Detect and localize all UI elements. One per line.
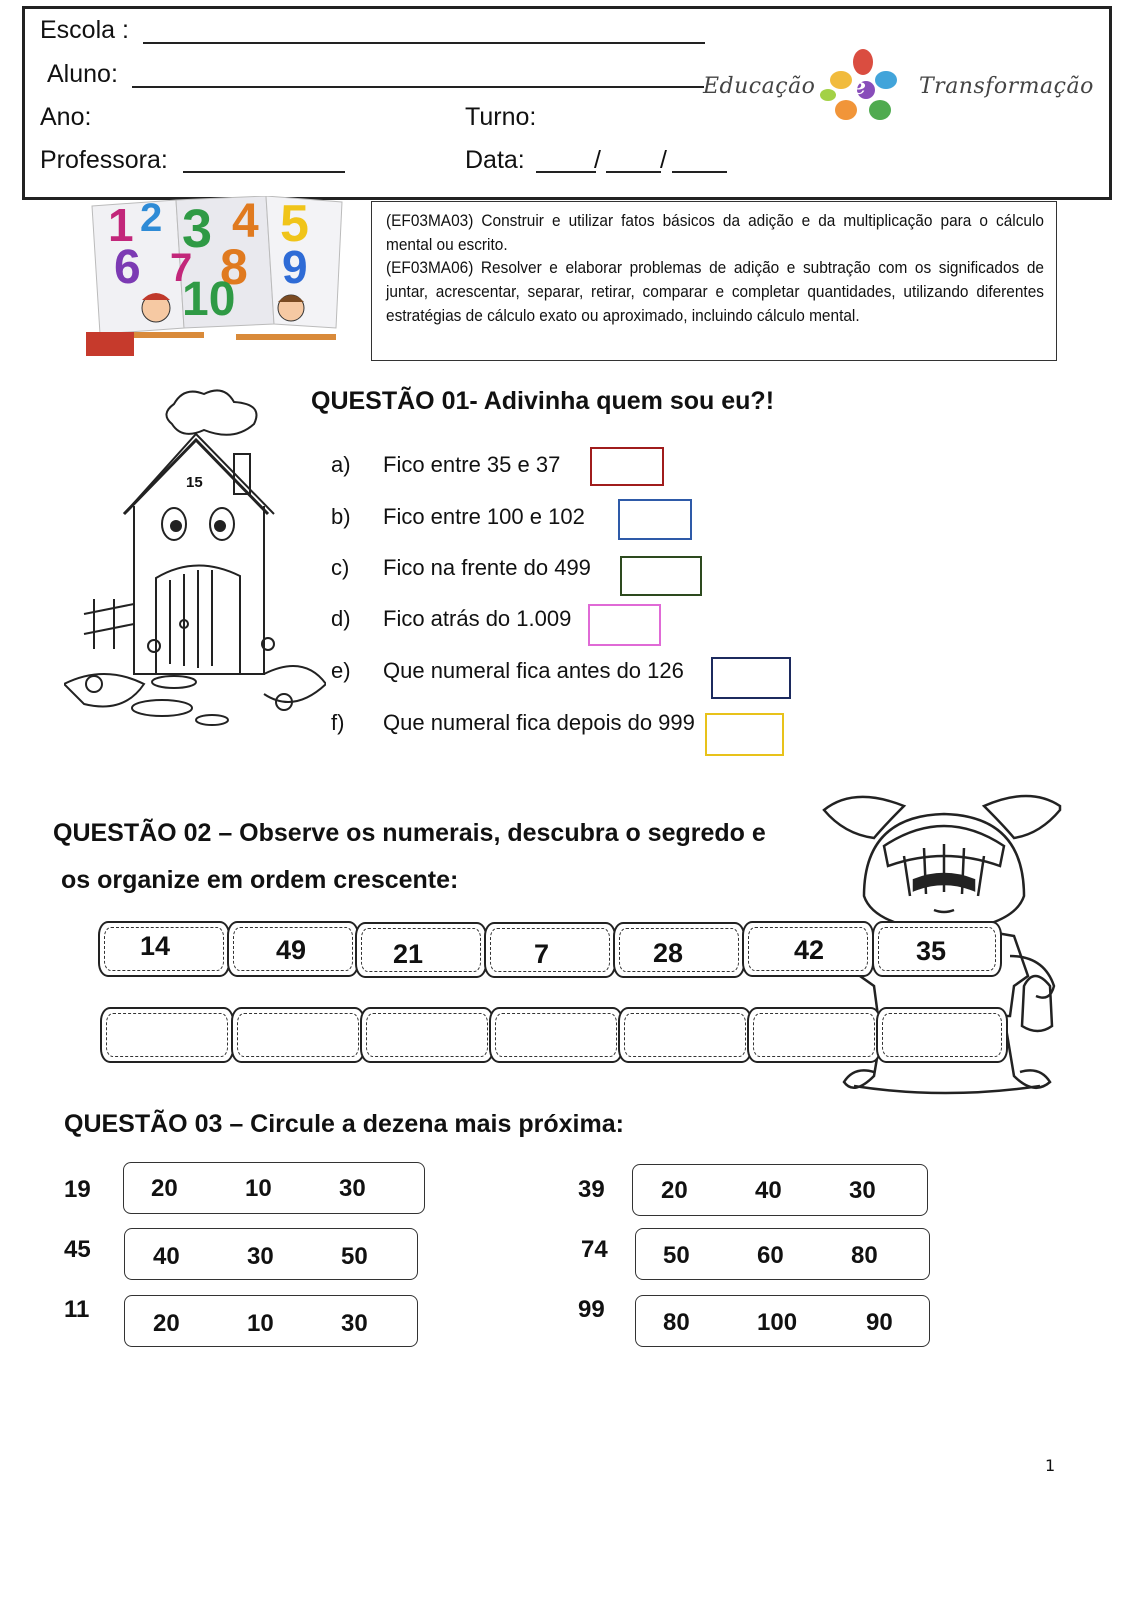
illus-num-1: 1 bbox=[108, 199, 134, 251]
q1-answer-box-f[interactable] bbox=[705, 713, 784, 756]
q3-options-box bbox=[124, 1228, 418, 1280]
illus-num-6: 6 bbox=[114, 241, 141, 294]
illus-num-7: 7 bbox=[170, 246, 193, 290]
q3-option[interactable]: 50 bbox=[341, 1243, 368, 1270]
q3-option[interactable]: 30 bbox=[849, 1177, 876, 1204]
q2-answer-tile[interactable] bbox=[231, 1007, 365, 1063]
q2-number: 42 bbox=[794, 935, 825, 965]
date-separator: / bbox=[594, 146, 601, 174]
q2-number: 35 bbox=[916, 936, 947, 966]
q2-number: 49 bbox=[276, 935, 307, 965]
date-year-field[interactable] bbox=[672, 151, 727, 173]
page-number: 1 bbox=[1045, 1456, 1056, 1475]
aluno-field[interactable] bbox=[132, 66, 704, 88]
q1-answer-box-a[interactable] bbox=[590, 447, 664, 486]
q1-text-d: Fico atrás do 1.009 bbox=[383, 606, 572, 631]
aluno-label: Aluno: bbox=[47, 60, 118, 88]
house-number: 15 bbox=[186, 474, 203, 491]
illus-num-4: 4 bbox=[232, 195, 259, 248]
q3-number: 45 bbox=[64, 1236, 91, 1263]
q2-title-line1: QUESTÃO 02 – Observe os numerais, descubra o segredo e bbox=[53, 819, 766, 847]
turno-label: Turno: bbox=[465, 103, 537, 131]
skill-ef03ma03: (EF03MA03) Construir e utilizar fatos básicos da adição e da multiplicação para o cálculo mental ou escrito. bbox=[386, 212, 1044, 254]
q3-number: 74 bbox=[581, 1236, 608, 1263]
q1-text-f: Que numeral fica depois do 999 bbox=[383, 710, 695, 735]
q1-answer-box-b[interactable] bbox=[618, 499, 692, 540]
q2-title-line2: os organize em ordem crescente: bbox=[61, 866, 459, 894]
q2-answer-tile[interactable] bbox=[618, 1007, 752, 1063]
q2-answer-tile[interactable] bbox=[489, 1007, 623, 1063]
date-month-field[interactable] bbox=[606, 151, 661, 173]
q2-number-tile bbox=[98, 921, 230, 977]
q1-answer-box-e[interactable] bbox=[711, 657, 791, 699]
q3-options-box bbox=[635, 1228, 930, 1280]
q1-letter-d: d) bbox=[331, 606, 351, 631]
ano-label: Ano: bbox=[40, 103, 92, 131]
q3-number: 19 bbox=[64, 1176, 91, 1203]
q2-number: 28 bbox=[653, 938, 684, 968]
q1-text-c: Fico na frente do 499 bbox=[383, 555, 591, 580]
logo-text-educacao: Educação bbox=[703, 74, 816, 99]
q1-letter-b: b) bbox=[331, 504, 351, 529]
q3-option[interactable]: 30 bbox=[247, 1243, 274, 1270]
q3-option[interactable]: 50 bbox=[663, 1242, 690, 1269]
q2-number-tile bbox=[613, 922, 745, 978]
q3-option[interactable]: 40 bbox=[153, 1243, 180, 1270]
q3-option[interactable]: 80 bbox=[663, 1309, 690, 1336]
q3-option[interactable]: 20 bbox=[153, 1310, 180, 1337]
q2-number: 14 bbox=[140, 931, 171, 961]
house-character-illustration bbox=[64, 384, 326, 754]
q1-text-a: Fico entre 35 e 37 bbox=[383, 452, 561, 477]
q3-option[interactable]: 20 bbox=[661, 1177, 688, 1204]
date-separator: / bbox=[660, 146, 667, 174]
illus-num-9: 9 bbox=[282, 241, 308, 293]
q2-answer-tile[interactable] bbox=[747, 1007, 881, 1063]
illus-num-10: 10 bbox=[182, 273, 236, 326]
q3-option[interactable]: 30 bbox=[341, 1310, 368, 1337]
q2-number: 21 bbox=[393, 939, 424, 969]
q3-option[interactable]: 60 bbox=[757, 1242, 784, 1269]
q2-answer-tile[interactable] bbox=[360, 1007, 494, 1063]
q2-number-tile bbox=[742, 921, 874, 977]
logo-text-transformacao: Transformação bbox=[919, 74, 1094, 99]
escola-field[interactable] bbox=[143, 22, 705, 44]
illus-num-8: 8 bbox=[220, 239, 248, 295]
q1-answer-box-c[interactable] bbox=[620, 556, 702, 596]
q1-answer-box-d[interactable] bbox=[588, 604, 661, 646]
logo-text-e: e bbox=[852, 74, 867, 100]
q2-number-tile bbox=[872, 921, 1002, 977]
q1-text-b: Fico entre 100 e 102 bbox=[383, 504, 585, 529]
q3-number: 99 bbox=[578, 1296, 605, 1323]
q3-option[interactable]: 10 bbox=[245, 1175, 272, 1202]
q1-letter-a: a) bbox=[331, 452, 351, 477]
q2-number-tile bbox=[355, 922, 487, 978]
skills-box bbox=[371, 201, 1057, 361]
q3-number: 39 bbox=[578, 1176, 605, 1203]
q3-options-box bbox=[635, 1295, 930, 1347]
q1-letter-f: f) bbox=[331, 710, 345, 735]
q2-number-tile bbox=[484, 922, 616, 978]
escola-label: Escola : bbox=[40, 16, 129, 44]
q3-options-box bbox=[123, 1162, 425, 1214]
data-label: Data: bbox=[465, 146, 525, 174]
q3-options-box bbox=[124, 1295, 418, 1347]
q1-letter-c: c) bbox=[331, 555, 350, 580]
q1-title: QUESTÃO 01- Adivinha quem sou eu?! bbox=[311, 387, 775, 415]
q3-number: 11 bbox=[64, 1296, 90, 1323]
q2-answer-tile[interactable] bbox=[100, 1007, 234, 1063]
q3-options-box bbox=[632, 1164, 928, 1216]
q3-title: QUESTÃO 03 – Circule a dezena mais próxima: bbox=[64, 1110, 624, 1138]
q3-option[interactable]: 90 bbox=[866, 1309, 893, 1336]
q3-option[interactable]: 20 bbox=[151, 1175, 178, 1202]
professora-label: Professora: bbox=[40, 146, 168, 174]
q1-text-e: Que numeral fica antes do 126 bbox=[383, 658, 684, 683]
q1-letter-e: e) bbox=[331, 658, 351, 683]
q3-option[interactable]: 40 bbox=[755, 1177, 782, 1204]
q2-answer-tile[interactable] bbox=[876, 1007, 1008, 1063]
q3-option[interactable]: 80 bbox=[851, 1242, 878, 1269]
q2-number-tile bbox=[227, 921, 359, 977]
illus-num-3: 3 bbox=[182, 199, 213, 259]
date-day-field[interactable] bbox=[536, 151, 596, 173]
professora-field[interactable] bbox=[183, 151, 345, 173]
q3-option[interactable]: 100 bbox=[757, 1309, 798, 1336]
illus-num-5: 5 bbox=[280, 195, 309, 253]
q2-number: 7 bbox=[534, 939, 550, 969]
q3-option[interactable]: 10 bbox=[247, 1310, 274, 1337]
skill-ef03ma06: (EF03MA06) Resolver e elaborar problemas de adição e subtração com os significados de juntar, acrescentar, separar, retirar, comparar e completar quantidades, utilizando diferentes estratégias de cálculo exato ou aproximado, incluindo cálculo mental. bbox=[386, 259, 1044, 325]
q3-option[interactable]: 30 bbox=[339, 1175, 366, 1202]
illus-num-2: 2 bbox=[140, 196, 163, 240]
